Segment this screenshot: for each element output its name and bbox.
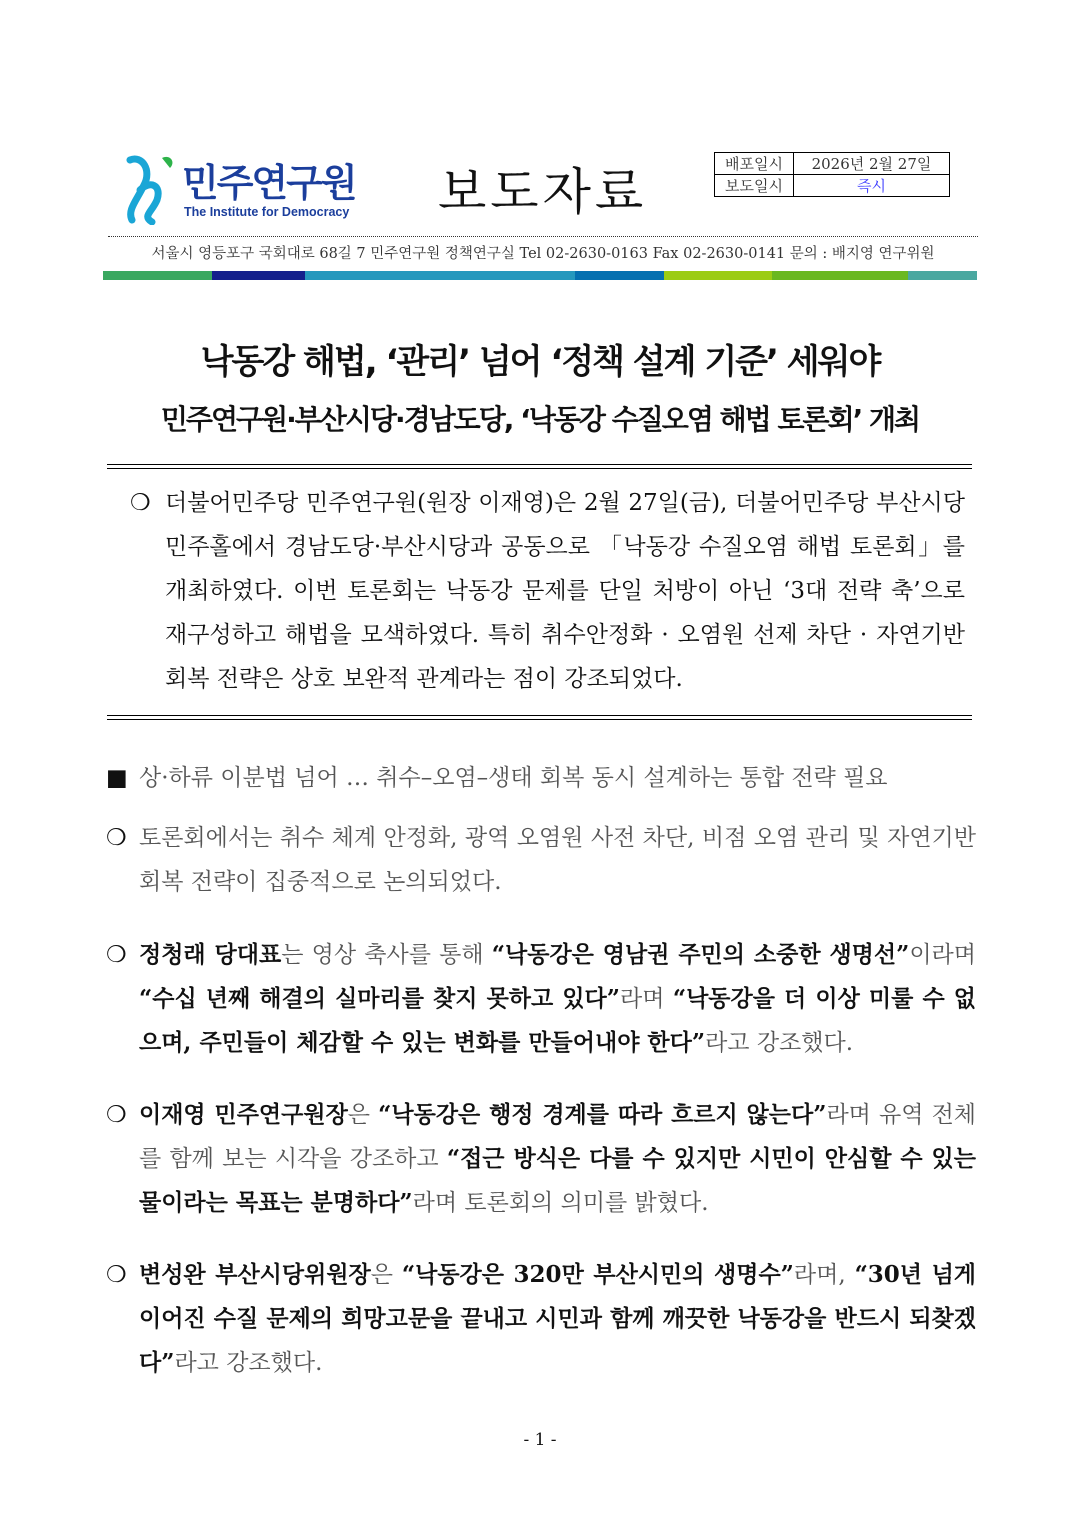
emphasized-text: “접근 방식은 다를 수 있지만 시민이 안심할 수 있는 물이라는 목표는 분명하다”: [139, 1145, 976, 1216]
date-value: 2026년 2월 27일: [793, 153, 949, 175]
emphasized-text: 정청래 당대표: [139, 941, 282, 968]
color-stripe-segment: [103, 271, 212, 280]
paragraph-text: [139, 1253, 976, 1385]
paragraph-text: [139, 816, 976, 904]
release-date-table: [714, 152, 950, 197]
date-value: 즉시: [793, 175, 949, 197]
logo-korean-text: 민주연구원: [182, 161, 356, 205]
color-stripe-segment: [212, 271, 304, 280]
text-run: 는 영상 축사를 통해: [281, 942, 492, 968]
body-paragraph: [106, 1253, 976, 1385]
emphasized-text: “낙동강을 더 이상 미룰 수 없으며, 주민들이 체감할 수 있는 변화를 만들어내야 한다”: [139, 985, 976, 1056]
date-label: 보도일시: [715, 175, 794, 197]
circle-bullet-icon: ❍: [106, 942, 127, 968]
circle-bullet-icon: ❍: [106, 1102, 127, 1128]
dotted-divider: [108, 236, 978, 237]
logo-english-text: The Institute for Democracy: [184, 205, 350, 219]
color-stripe-segment: [772, 271, 908, 280]
body-paragraph: [106, 1093, 976, 1225]
text-run: 라고 강조했다.: [705, 1030, 854, 1056]
text-run: 라며 유역 전체를 함께 보는 시각을 강조하고: [139, 1102, 977, 1172]
text-run: 라고 강조했다.: [174, 1350, 323, 1376]
emphasized-text: 변성완 부산시당위원장: [139, 1261, 371, 1288]
emphasized-text: “수십 년째 해결의 실마리를 찾지 못하고 있다”: [139, 985, 620, 1012]
color-stripe-segment: [575, 271, 664, 280]
circle-bullet-icon: ❍: [130, 490, 151, 516]
color-stripe-segment: [908, 271, 977, 280]
emphasized-text: “낙동강은 320만 부산시민의 생명수”: [401, 1261, 794, 1288]
circle-bullet-icon: ❍: [106, 825, 127, 851]
contact-address: 서울시 영등포구 국회대로 68길 7 민주연구원 정책연구실 Tel 02-2630-0163 Fax 02-2630-0141 문의 : 배지영 연구위원: [151, 246, 935, 262]
page-number: - 1 -: [523, 1430, 557, 1450]
emphasized-text: “낙동강은 영남권 주민의 소중한 생명선”: [491, 941, 910, 968]
emphasized-text: 이재영 민주연구원장: [139, 1101, 348, 1128]
release-date-row: [715, 153, 950, 175]
color-stripe: [103, 271, 977, 280]
body-paragraph: [106, 756, 976, 800]
embargo-row: [715, 175, 950, 197]
circle-bullet-icon: ❍: [106, 1262, 127, 1288]
summary-text: 더불어민주당 민주연구원(원장 이재영)은 2월 27일(금), 더불어민주당 부산시당 민주홀에서 경남도당·부산시당과 공동으로 「낙동강 수질오염 해법 토론회」를 개최하였다. 이번 토론회는 낙동강 문제를 단일 처방이 아닌 ‘3대 전략 축’으로 재구성하고 해법을 모색하였다. 특히 취수안정화 · 오염원 선제 차단 · 자연기반 회복 전략은 상호 보완적 관계라는 점이 강조되었다.: [165, 490, 965, 692]
subheadline: 민주연구원·부산시당·경남도당, ‘낙동강 수질오염 해법 토론회’ 개최: [160, 403, 920, 436]
color-stripe-segment: [305, 271, 576, 280]
text-run: 토론회에서는 취수 체계 안정화, 광역 오염원 사전 차단, 비점 오염 관리 및 자연기반 회복 전략이 집중적으로 논의되었다.: [139, 825, 976, 895]
text-run: 은: [370, 1262, 402, 1288]
document-type-heading: 보도자료: [438, 163, 648, 221]
emphasized-text: “낙동강은 행정 경계를 따라 흐르지 않는다”: [378, 1101, 827, 1128]
headline: 낙동강 해법, ‘관리’ 넘어 ‘정책 설계 기준’ 세워야: [200, 342, 880, 382]
body-paragraph: [106, 933, 976, 1065]
text-run: 라며 토론회의 의미를 밝혔다.: [412, 1190, 709, 1216]
paragraph-text: [139, 1093, 976, 1225]
double-divider: [107, 715, 972, 720]
text-run: 라며: [620, 986, 673, 1012]
summary-box: [130, 481, 965, 701]
text-run: 라며,: [793, 1262, 855, 1288]
emphasized-text: “30년 넘게 이어진 수질 문제의 희망고문을 끝내고 시민과 함께 깨끗한 낙동강을 반드시 되찾겠다”: [139, 1261, 977, 1376]
text-run: 은: [347, 1102, 379, 1128]
date-label: 배포일시: [715, 153, 794, 175]
text-run: 이라며: [909, 942, 976, 968]
paragraph-text: [139, 933, 976, 1065]
color-stripe-segment: [664, 271, 772, 280]
text-run: 상·하류 이분법 넘어 … 취수–오염–생태 회복 동시 설계하는 통합 전략 필요: [139, 765, 888, 791]
paragraph-text: [139, 756, 976, 800]
body-paragraph: [106, 816, 976, 904]
double-divider: [107, 464, 972, 469]
square-bullet-icon: ■: [106, 765, 128, 791]
